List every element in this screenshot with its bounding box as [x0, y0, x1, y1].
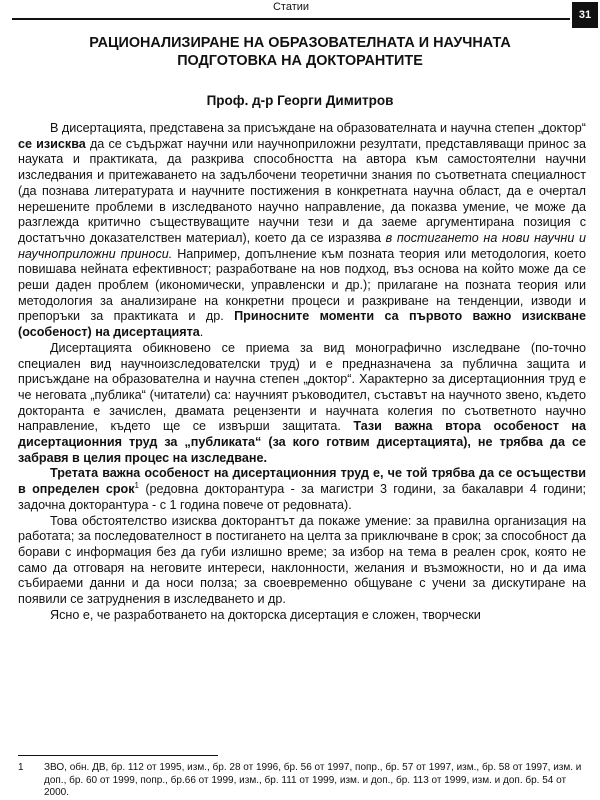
footnote-marker: 1: [18, 762, 24, 773]
article-title-line-1: РАЦИОНАЛИЗИРАНЕ НА ОБРАЗОВАТЕЛНАТА И НАУЧНАТА: [89, 35, 511, 51]
paragraph-1-bold-a: се изисква: [18, 136, 86, 151]
paragraph-2: [18, 341, 586, 467]
paragraph-1-bold-f: Приносните моменти са първото важно изискване (особеност) на дисертацията: [18, 309, 586, 340]
footnote-reference[interactable]: 1: [134, 480, 139, 490]
paragraph-1-italic: в постигането на нови научни и научноприложни приноси.: [18, 230, 586, 261]
paragraph-3-bold: Третата важна особеност на дисертационния труд е, че той трябва да се осъществи в определен срок: [18, 466, 586, 497]
paragraph-3: [18, 466, 586, 513]
paragraph-3-part-b: (редовна докторантура - за магистри 3 години, за бакалаври 4 години; задочна докторантура - с 1 година повече от редовната).: [18, 482, 587, 512]
paragraph-2-part-a: Дисертацията обикновено се приема за вид монографично изследване (по-точно специален вид научноизследователски труд) и е предназначена за публична защита и присъждане на образователна и научна степен „доктор“. Характерно за дисертационния труд е че неговата „публика“ (читатели) са: научният ръководител, съставът на научното звено, където докторанта е зачислен, двамата рецензенти и научната колегия по съответното научно направление, където ще се извърши защитата.: [18, 340, 586, 434]
paragraph-1-part-a: В дисертацията, представена за присъждане на образователната и научна степен „доктор“: [50, 121, 586, 135]
article-title: [20, 34, 580, 70]
paragraph-4: Това обстоятелство изисква докторантът да покаже умение: за правилна организация на работата; за последователност в постигането на целта за приключване в срок; за способност да борави с информация без да губи излишно време; за избор на тема в реален срок, която не само да отговаря на неговите интереси, наклонности, желания и възможности, но и да има събираеми данни и да носи полза; за своевременно общуване с учени за дискутиране на появили се затруднения в изследването и др.: [18, 513, 586, 607]
section-title: Статии: [272, 1, 310, 13]
paragraph-1-part-c: да се съдържат научни или научноприложни резултати, представляващи принос за науката и практиката, да разкрива способността на автора към самостоятелни научни изследвания и притежаването на задълбочени теоретични знания по съответната специалност (да познава литературата и научните постижения в конкретната научна област, да е очертал нерешените проблеми в изследваното научно направление, да показва умение, че може да разглежда критично съществуващите научни тези и да заеме аргументирана позиция с достатъчно доказателствен материал), което да се изразява: [18, 136, 586, 245]
page-number: 31: [572, 2, 598, 28]
article-title-line-2: ПОДГОТОВКА НА ДОКТОРАНТИТЕ: [177, 53, 423, 69]
author: Проф. д-р Георги Димитров: [206, 93, 394, 108]
paragraph-1-end: .: [199, 325, 204, 340]
running-header: [12, 0, 570, 20]
paragraph-1-part-e: Например, допълнение към позната теория или методология, което повишава нейната ефективност; разработване на нов подход, въз основа на който може да се реши даден проблем (икономически, управленски и др.); прилагане на позната теория или методология за анализиране на конкретни процеси и разкриване на тенденции, изводи и препоръки за практиката и др.: [18, 246, 586, 324]
footnote-text: ЗВО, обн. ДВ, бр. 112 от 1995, изм., бр. 28 от 1996, бр. 56 от 1997, попр., бр. 57 от 1997, изм., бр. 58 от 1997, изм. и доп., бр. 60 от 1999, попр., бр.66 от 1999, изм., бр. 111 от 1999, изм. и доп., бр. 113 от 1999, изм. и доп. бр. 54 от 2000.: [44, 762, 582, 798]
paragraph-2-bold: Тази важна втора особеност на дисертационния труд за „публиката“ (за кого готвим дисертацията), не трябва да се забравя в целия процес на изследване.: [18, 419, 586, 465]
paragraph-1: [18, 121, 586, 341]
paragraph-5: Ясно е, че разработването на докторска дисертация е сложен, творчески: [50, 607, 481, 622]
article-body: [18, 121, 586, 624]
footnote: [18, 762, 586, 800]
footnote-divider: [18, 755, 218, 756]
